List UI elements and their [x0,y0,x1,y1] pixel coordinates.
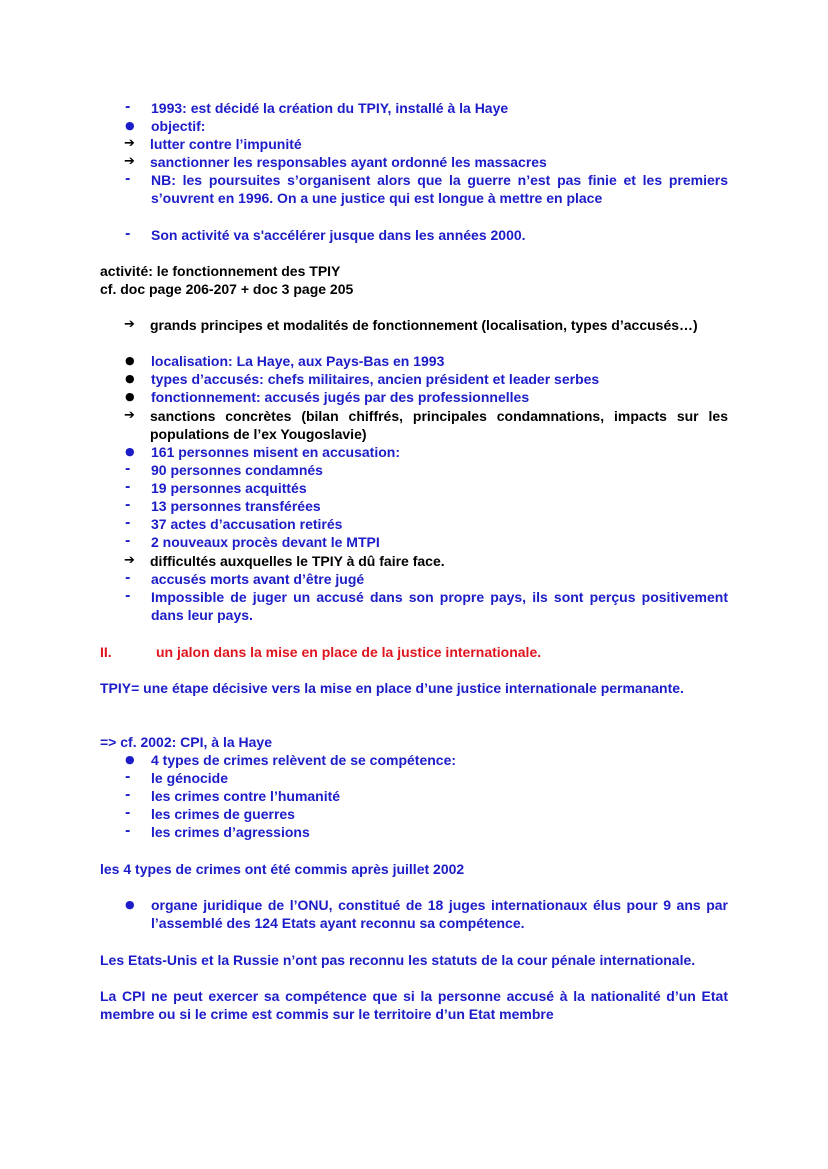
list-item: ● types d’accusés: chefs militaires, ancien président et leader serbes [125,371,600,387]
section-number: II. [100,644,112,660]
list-item: ● fonctionnement: accusés jugés par des professionnelles [125,389,530,405]
dash-bullet-icon: - [125,172,131,187]
arrow-bullet-icon: ➔ [124,317,135,332]
dot-bullet-icon: ● [125,390,135,403]
list-item: - accusés morts avant d’être jugé [125,571,365,587]
list-item: ● objectif: [125,118,206,134]
arrow-bullet-icon: ➔ [124,408,135,423]
list-item: ➔ sanctionner les responsables ayant ordonné les massacres [124,154,547,170]
final-paragraph-2: La CPI ne peut exercer sa compétence que si la personne accusé à la nationalité d’un Etat membre ou si le crime est commis sur le territoire d’un Etat membre [100,988,728,1022]
list-item: - 90 personnes condamnés [125,462,323,478]
dot-bullet-icon: ● [125,354,135,367]
dot-bullet-icon: ● [125,753,135,766]
list-item: ● 161 personnes misent en accusation: [125,444,400,460]
dot-bullet-icon: ● [125,372,135,385]
dash-bullet-icon: - [125,227,131,242]
arrow-bullet-icon: ➔ [124,154,135,169]
dot-bullet-icon: ● [125,119,135,132]
dash-bullet-icon: - [125,824,131,839]
crimes-paragraph: les 4 types de crimes ont été commis après juillet 2002 [100,861,465,877]
list-item: ➔ grands principes et modalités de fonctionnement (localisation, types d’accusés…) [124,317,698,333]
list-item: - 1993: est décidé la création du TPIY, installé à la Haye [125,100,509,116]
dash-bullet-icon: - [125,534,131,549]
list-item: - les crimes contre l’humanité [125,788,341,804]
dot-bullet-icon: ● [125,445,135,458]
list-item: - 13 personnes transférées [125,498,321,514]
list-item: - 19 personnes acquittés [125,480,307,496]
list-item: ➔ lutter contre l’impunité [124,136,302,152]
list-item: ● localisation: La Haye, aux Pays-Bas en 1993 [125,353,445,369]
list-item: ● organe juridique de l’ONU, constitué de 18 juges internationaux élus pour 9 ans par l’assemblé des 124 Etats ayant reconnu sa compétence. [125,897,728,931]
list-item: ● 4 types de crimes relèvent de se compétence: [125,752,457,768]
activity-title: activité: le fonctionnement des TPIY [100,263,341,279]
activity-reference: cf. doc page 206-207 + doc 3 page 205 [100,281,354,297]
dash-bullet-icon: - [125,480,131,495]
dash-bullet-icon: - [125,589,131,604]
section-heading [100,643,541,661]
final-paragraph-1: Les Etats-Unis et la Russie n’ont pas reconnu les statuts de la cour pénale internationale. [100,952,696,968]
dash-bullet-icon: - [125,498,131,513]
dash-bullet-icon: - [125,770,131,785]
list-item: - le génocide [125,770,229,786]
list-item: - 2 nouveaux procès devant le MTPI [125,534,380,550]
dash-bullet-icon: - [125,100,131,115]
arrow-bullet-icon: ➔ [124,553,135,568]
cpi-intro: => cf. 2002: CPI, à la Haye [100,734,272,750]
section-title: un jalon dans la mise en place de la justice internationale. [156,644,542,660]
list-item: - Son activité va s'accélérer jusque dans les années 2000. [125,227,526,243]
list-item: - Impossible de juger un accusé dans son propre pays, ils sont perçus positivement dans leur pays. [125,589,728,623]
arrow-bullet-icon: ➔ [124,136,135,151]
list-item: - les crimes d’agressions [125,824,310,840]
dot-bullet-icon: ● [125,898,135,911]
list-item: ➔ difficultés auxquelles le TPIY à dû faire face. [124,553,445,569]
list-item: - 37 actes d’accusation retirés [125,516,343,532]
tpiy-paragraph: TPIY= une étape décisive vers la mise en place d’une justice internationale permanante. [100,680,684,696]
list-item: ➔ sanctions concrètes (bilan chiffrés, principales condamnations, impacts sur les populations de l’ex Yougoslavie) [124,408,728,442]
dash-bullet-icon: - [125,806,131,821]
dash-bullet-icon: - [125,516,131,531]
dash-bullet-icon: - [125,462,131,477]
list-item: - les crimes de guerres [125,806,295,822]
list-item: - NB: les poursuites s’organisent alors que la guerre n’est pas finie et les premiers s’ouvrent en 1996. On a une justice qui est longue à mettre en place [125,172,728,206]
dash-bullet-icon: - [125,571,131,586]
dash-bullet-icon: - [125,788,131,803]
